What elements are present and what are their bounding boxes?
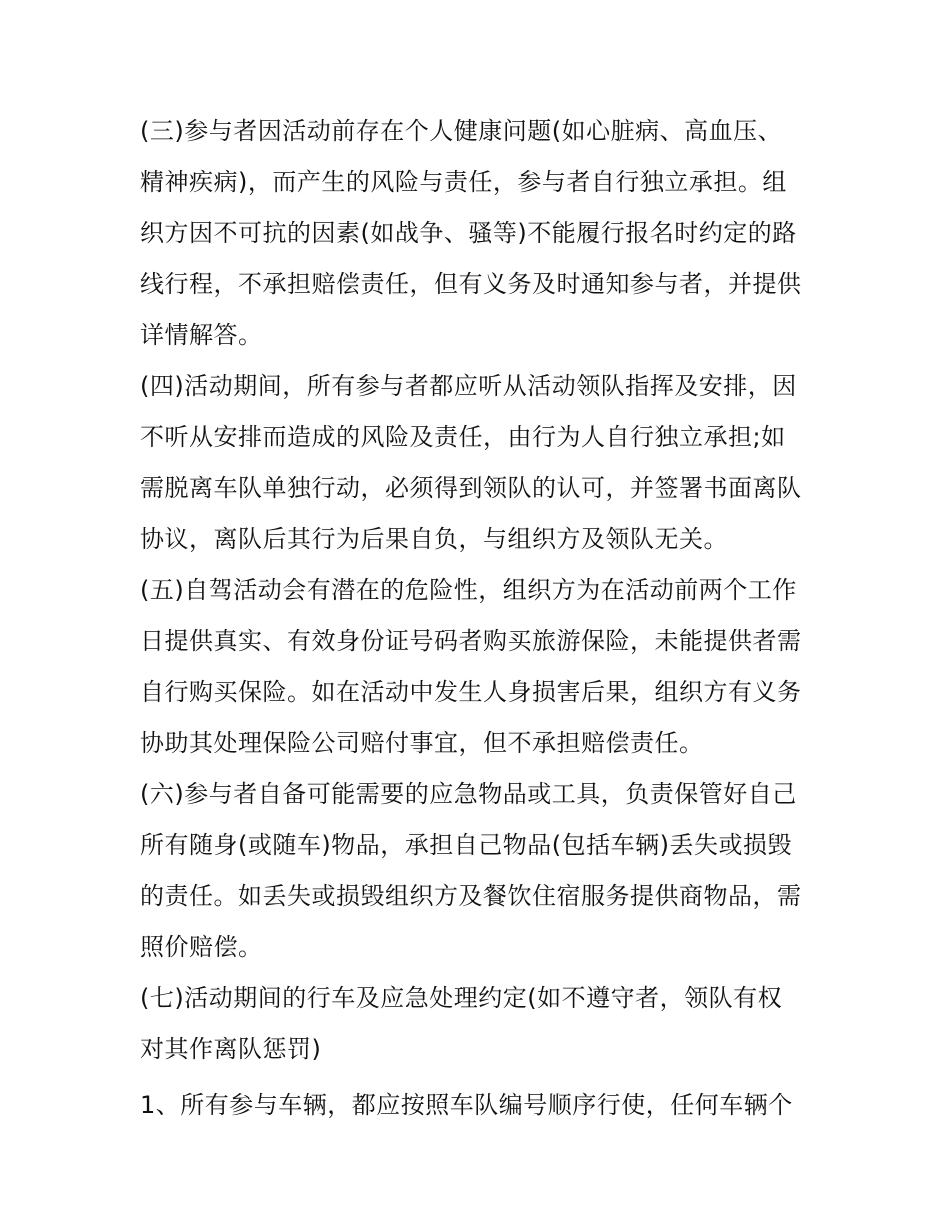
paragraph-item-1 <box>140 1080 812 1131</box>
text-line: 详情解答。 <box>140 321 263 349</box>
text-line: (四)活动期间，所有参与者都应听从活动领队指挥及安排，因 <box>140 372 797 400</box>
paragraph-5 <box>140 565 812 769</box>
text-line: (七)活动期间的行车及应急处理约定(如不遵守者，领队有权 <box>140 984 783 1012</box>
paragraph-7 <box>140 973 812 1075</box>
text-line: 协助其处理保险公司赔付事宜，但不承担赔偿责任。 <box>140 729 704 757</box>
text-line: 不听从安排而造成的风险及责任，由行为人自行独立承担;如 <box>140 423 786 451</box>
text-line: 对其作离队惩罚) <box>140 1035 322 1063</box>
text-line: 日提供真实、有效身份证号码者购买旅游保险，未能提供者需 <box>140 627 802 655</box>
text-line: 自行购买保险。如在活动中发生人身损害后果，组织方有义务 <box>140 678 802 706</box>
text-line: 需脱离车队单独行动，必须得到领队的认可，并签署书面离队 <box>140 474 802 502</box>
text-line: (五)自驾活动会有潜在的危险性，组织方为在活动前两个工作 <box>140 576 797 604</box>
paragraph-4 <box>140 361 812 565</box>
text-line: 所有随身(或随车)物品，承担自己物品(包括车辆)丢失或损毁 <box>140 831 792 859</box>
text-line: 1、所有参与车辆，都应按照车队编号顺序行使，任何车辆个 <box>140 1091 793 1119</box>
text-line: 照价赔偿。 <box>140 933 263 961</box>
text-line: 织方因不可抗的因素(如战争、骚等)不能履行报名时约定的路 <box>140 219 797 247</box>
paragraph-3 <box>140 106 812 361</box>
text-line: (六)参与者自备可能需要的应急物品或工具，负责保管好自己 <box>140 780 797 808</box>
text-line: (三)参与者因活动前存在个人健康问题(如心脏病、高血压、 <box>140 117 783 145</box>
paragraph-6 <box>140 769 812 973</box>
document-body <box>140 106 812 1131</box>
text-line: 线行程，不承担赔偿责任，但有义务及时通知参与者，并提供 <box>140 270 802 298</box>
text-line: 精神疾病)，而产生的风险与责任，参与者自行独立承担。组 <box>140 168 787 196</box>
text-line: 协议，离队后其行为后果自负，与组织方及领队无关。 <box>140 525 728 553</box>
text-line: 的责任。如丢失或损毁组织方及餐饮住宿服务提供商物品，需 <box>140 882 802 910</box>
